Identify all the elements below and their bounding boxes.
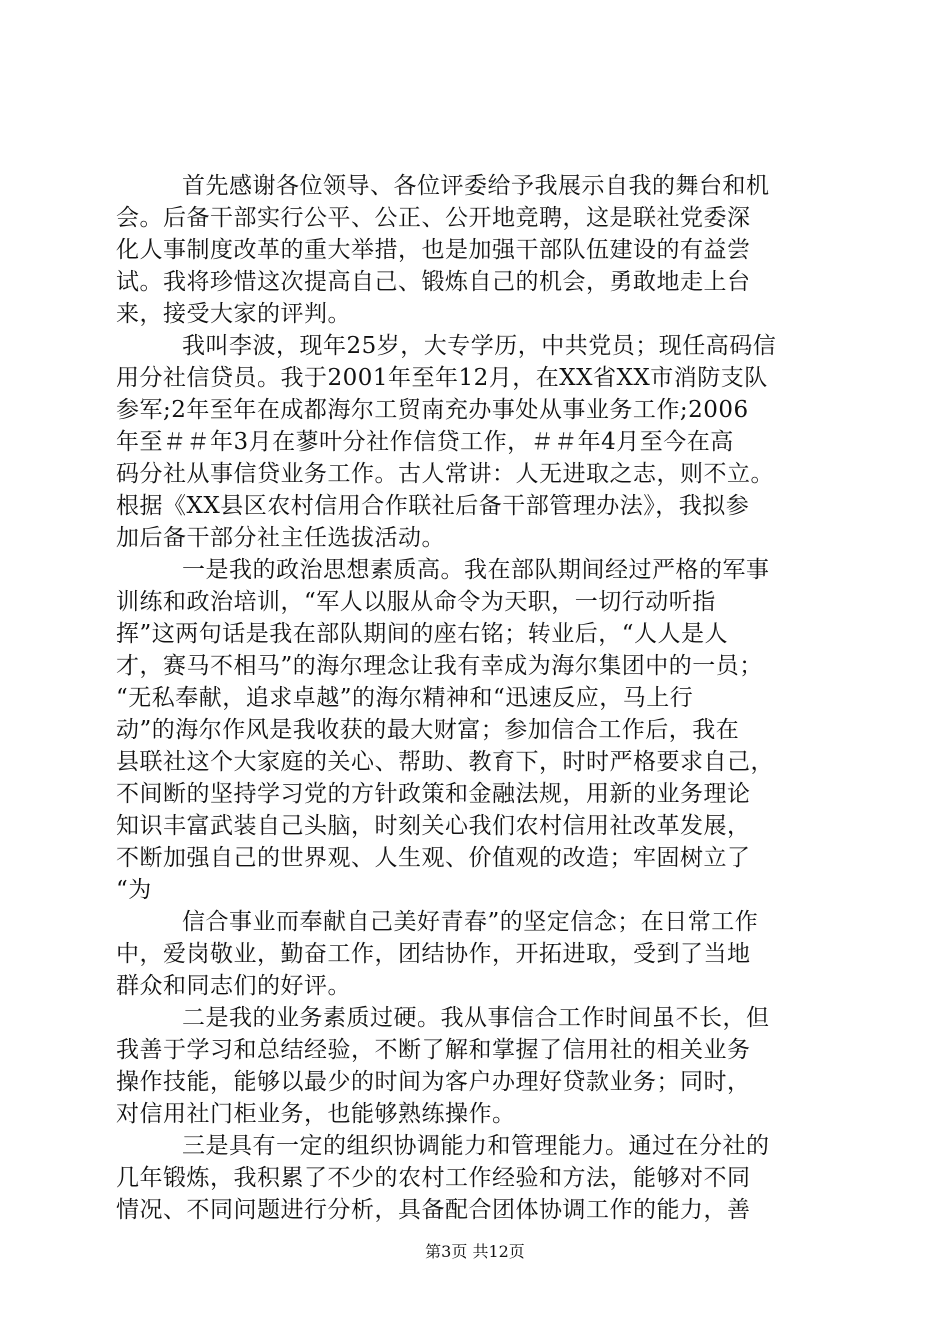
paragraph-line: 县联社这个大家庭的关心、帮助、教育下，时时严格要求自己， (116, 749, 774, 775)
paragraph-line: 用分社信贷员。我于2001年至年12月，在XX省XX市消防支队 (116, 365, 768, 391)
paragraph-line: 二是我的业务素质过硬。我从事信合工作时间虽不长，但 (182, 1005, 770, 1031)
paragraph-line: 一是我的政治思想素质高。我在部队期间经过严格的军事 (182, 557, 770, 583)
paragraph-line: 化人事制度改革的重大举措，也是加强干部队伍建设的有益尝 (116, 237, 751, 263)
paragraph-line: “为 (116, 877, 152, 903)
paragraph-line: 挥”这两句话是我在部队期间的座右铭；转业后，“人人是人 (116, 621, 729, 647)
paragraph-line: 群众和同志们的好评。 (116, 973, 351, 999)
document-body (116, 170, 832, 1226)
paragraph-line: 知识丰富武装自己头脑，时刻关心我们农村信用社改革发展， (116, 813, 751, 839)
paragraph-line: 信合事业而奉献自己美好青春”的坚定信念；在日常工作 (182, 909, 759, 935)
paragraph-line: 对信用社门柜业务，也能够熟练操作。 (116, 1101, 516, 1127)
paragraph-line: 来，接受大家的评判。 (116, 301, 351, 327)
paragraph-line: 年至＃＃年3月在蓼叶分社作信贷工作，＃＃年4月至今在高 (116, 429, 734, 455)
paragraph-line: 首先感谢各位领导、各位评委给予我展示自我的舞台和机 (182, 173, 770, 199)
paragraph-line: 参军;2年至年在成都海尔工贸南充办事处从事业务工作;2006 (116, 397, 749, 423)
paragraph-line: 加后备干部分社主任选拔活动。 (116, 525, 445, 551)
page-number-footer: 第3页 共12页 (425, 1242, 525, 1261)
paragraph-line: 中，爱岗敬业，勤奋工作，团结协作，开拓进取，受到了当地 (116, 941, 751, 967)
paragraph-line: 不间断的坚持学习党的方针政策和金融法规，用新的业务理论 (116, 781, 751, 807)
paragraph-line: 根据《XX县区农村信用合作联社后备干部管理办法》，我拟参 (116, 493, 750, 519)
paragraph-line: 码分社从事信贷业务工作。古人常讲：人无进取之志，则不立。 (116, 461, 774, 487)
paragraph-line: “无私奉献，追求卓越”的海尔精神和“迅速反应，马上行 (116, 685, 694, 711)
paragraph-line: 我善于学习和总结经验，不断了解和掌握了信用社的相关业务 (116, 1037, 751, 1063)
paragraph-line: 会。后备干部实行公平、公正、公开地竞聘，这是联社党委深 (116, 205, 751, 231)
paragraph-line: 我叫李波，现年25岁，大专学历，中共党员；现任高码信 (182, 333, 777, 359)
paragraph-line: 几年锻炼，我积累了不少的农村工作经验和方法，能够对不同 (116, 1165, 751, 1191)
paragraph-line: 动”的海尔作风是我收获的最大财富；参加信合工作后，我在 (116, 717, 740, 743)
paragraph-line: 才，赛马不相马”的海尔理念让我有幸成为海尔集团中的一员； (116, 653, 763, 679)
paragraph-line: 训练和政治培训，“军人以服从命令为天职，一切行动听指 (116, 589, 716, 615)
paragraph-line: 情况、不同问题进行分析，具备配合团体协调工作的能力，善 (116, 1197, 751, 1223)
paragraph-line: 操作技能，能够以最少的时间为客户办理好贷款业务；同时， (116, 1069, 751, 1095)
paragraph-line: 不断加强自己的世界观、人生观、价值观的改造；牢固树立了 (116, 845, 751, 871)
paragraph-line: 三是具有一定的组织协调能力和管理能力。通过在分社的 (182, 1133, 770, 1159)
paragraph-line: 试。我将珍惜这次提高自己、锻炼自己的机会，勇敢地走上台 (116, 269, 751, 295)
